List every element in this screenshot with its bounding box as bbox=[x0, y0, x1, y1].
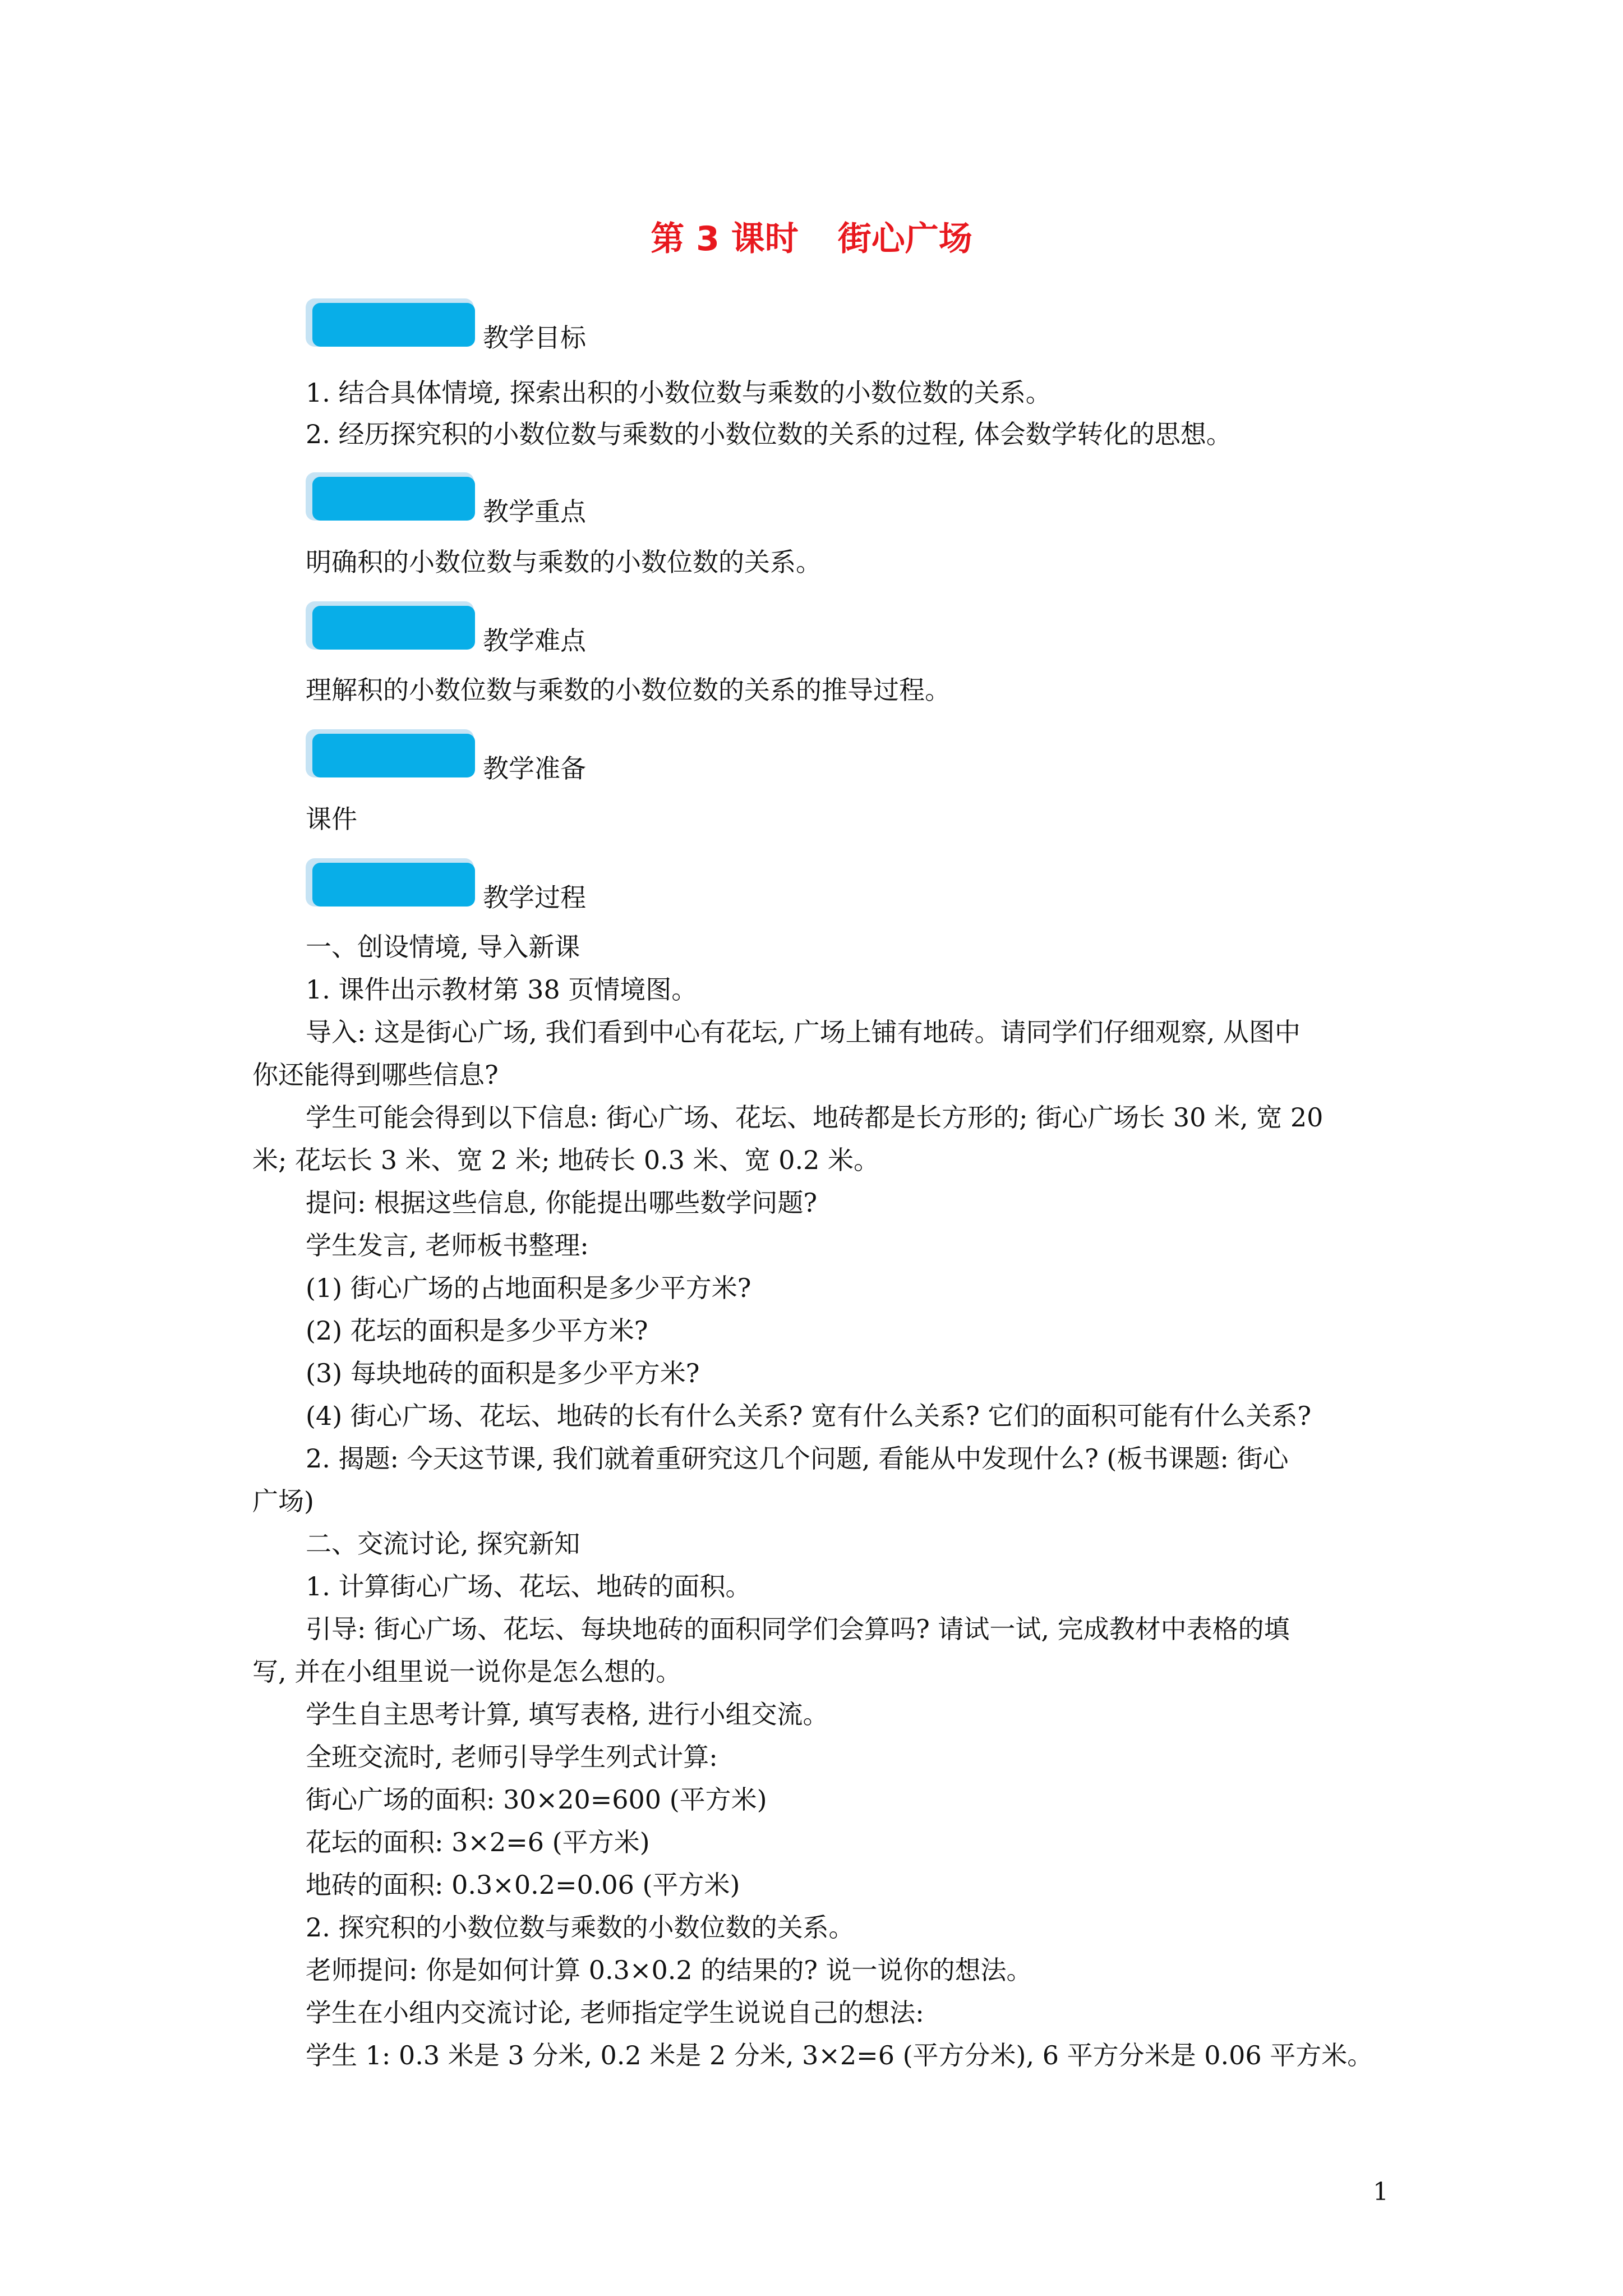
process-line: 学生发言, 老师板书整理: bbox=[306, 1230, 589, 1260]
process-heading: 一、创设情境, 导入新课 bbox=[306, 932, 580, 962]
formula-line: 街心广场的面积: 30×20=600 (平方米) bbox=[306, 1784, 767, 1815]
lesson-name: 街心广场 bbox=[837, 219, 972, 259]
section-label: 教学目标 bbox=[483, 323, 586, 353]
process-line: 引导: 街心广场、花坛、每块地砖的面积同学们会算吗? 请试一试, 完成教材中表格的填 bbox=[306, 1614, 1290, 1644]
process-line: 1. 计算街心广场、花坛、地砖的面积。 bbox=[306, 1571, 751, 1602]
section-heading-key-points bbox=[306, 472, 810, 526]
process-line: 你还能得到哪些信息? bbox=[252, 1060, 499, 1090]
question-item: (4) 街心广场、花坛、地砖的长有什么关系? 宽有什么关系? 它们的面积可能有什么关系? bbox=[306, 1401, 1312, 1431]
preparation-text: 课件 bbox=[306, 804, 357, 834]
section-tag-icon bbox=[306, 298, 474, 347]
section-tag-icon bbox=[306, 472, 474, 521]
process-line: 学生 1: 0.3 米是 3 分米, 0.2 米是 2 分米, 3×2=6 (平方分米), 6 平方分米是 0.06 平方米。 bbox=[306, 2040, 1373, 2070]
key-point-text: 明确积的小数位数与乘数的小数位数的关系。 bbox=[306, 547, 822, 577]
process-line: 1. 课件出示教材第 38 页情境图。 bbox=[306, 974, 698, 1005]
question-item: (1) 街心广场的占地面积是多少平方米? bbox=[306, 1273, 751, 1303]
section-label: 教学准备 bbox=[483, 753, 586, 784]
section-label: 教学重点 bbox=[483, 496, 586, 527]
goal-item: 2. 经历探究积的小数位数与乘数的小数位数的关系的过程, 体会数学转化的思想。 bbox=[306, 419, 1232, 449]
page-number: 1 bbox=[1373, 2178, 1389, 2206]
process-line: 学生在小组内交流讨论, 老师指定学生说说自己的想法: bbox=[306, 1998, 924, 2028]
section-tag-icon bbox=[306, 729, 474, 777]
section-label: 教学过程 bbox=[483, 882, 586, 913]
section-heading-goals bbox=[306, 298, 810, 352]
formula-line: 花坛的面积: 3×2=6 (平方米) bbox=[306, 1827, 650, 1857]
process-line: 2. 探究积的小数位数与乘数的小数位数的关系。 bbox=[306, 1912, 855, 1943]
goal-item: 1. 结合具体情境, 探索出积的小数位数与乘数的小数位数的关系。 bbox=[306, 378, 1052, 408]
process-line: 2. 揭题: 今天这节课, 我们就着重研究这几个问题, 看能从中发现什么? (板书课题: 街心 bbox=[306, 1443, 1289, 1474]
process-heading: 二、交流讨论, 探究新知 bbox=[306, 1529, 580, 1559]
section-heading-difficulties bbox=[306, 601, 810, 655]
difficulty-text: 理解积的小数位数与乘数的小数位数的关系的推导过程。 bbox=[306, 675, 951, 705]
section-tag-icon bbox=[306, 858, 474, 907]
section-tag-icon bbox=[306, 601, 474, 650]
page-title bbox=[0, 218, 1623, 260]
process-line: 学生可能会得到以下信息: 街心广场、花坛、地砖都是长方形的; 街心广场长 30 米, 宽 20 bbox=[306, 1102, 1324, 1133]
process-line: 导入: 这是街心广场, 我们看到中心有花坛, 广场上铺有地砖。请同学们仔细观察, 从图中 bbox=[306, 1017, 1301, 1047]
process-line: 学生自主思考计算, 填写表格, 进行小组交流。 bbox=[306, 1699, 829, 1729]
section-heading-preparation bbox=[306, 729, 810, 783]
section-heading-process bbox=[306, 858, 810, 912]
question-item: (3) 每块地砖的面积是多少平方米? bbox=[306, 1358, 700, 1388]
process-line: 老师提问: 你是如何计算 0.3×0.2 的结果的? 说一说你的想法。 bbox=[306, 1955, 1032, 1985]
process-line: 米; 花坛长 3 米、宽 2 米; 地砖长 0.3 米、宽 0.2 米。 bbox=[252, 1145, 880, 1175]
formula-line: 地砖的面积: 0.3×0.2=0.06 (平方米) bbox=[306, 1870, 740, 1900]
process-line: 写, 并在小组里说一说你是怎么想的。 bbox=[252, 1657, 682, 1687]
process-line: 提问: 根据这些信息, 你能提出哪些数学问题? bbox=[306, 1188, 818, 1218]
section-label: 教学难点 bbox=[483, 625, 586, 656]
lesson-number: 第 3 课时 bbox=[651, 219, 799, 259]
question-item: (2) 花坛的面积是多少平方米? bbox=[306, 1315, 648, 1346]
process-line: 全班交流时, 老师引导学生列式计算: bbox=[306, 1742, 718, 1772]
process-line: 广场) bbox=[252, 1486, 314, 1516]
